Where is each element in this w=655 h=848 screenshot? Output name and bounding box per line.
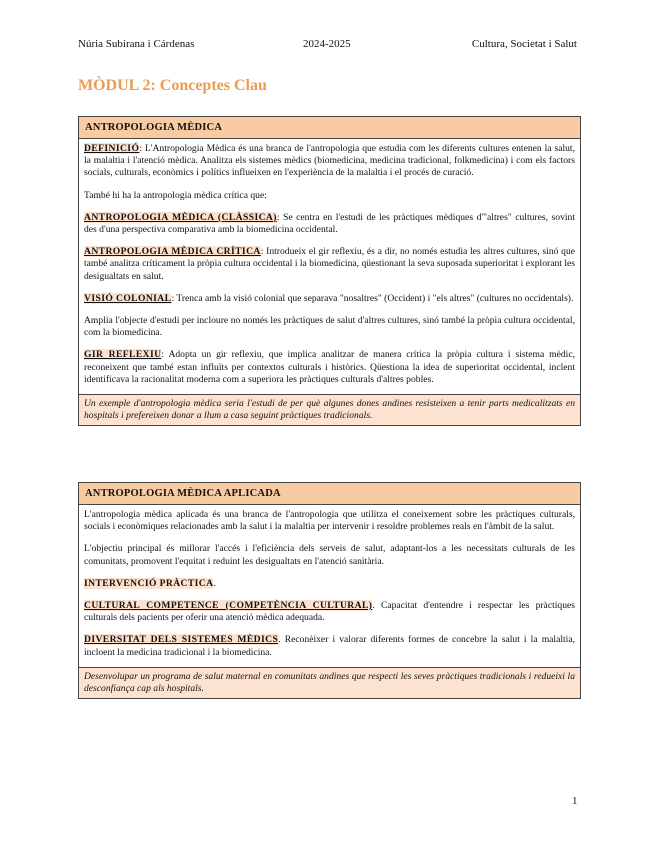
cultural-paragraph [84,600,575,624]
diversity-paragraph [84,634,575,658]
reflexive-term: GIR REFLEXIU [84,349,162,361]
section-heading: ANTROPOLOGIA MÈDICA [79,117,580,139]
definition-term: DEFINICIÓ [84,143,140,154]
header-year: 2024-2025 [303,38,351,50]
definition-text: : L'Antropologia Mèdica és una branca de l'antropologia que estudia com les diferents cultures entenen la salut, la malaltia i l'atenció mèdica. Analitza els sistemes mèdics (biomedicina, medicina tradicional, folkmedicina) i com els factors socials, culturals, econòmics i polítics influeixen en l'experiència de la malaltia i el procés de curació. [84,143,575,179]
critical-intro: També hi ha la antropologia mèdica crítica que: [84,189,267,201]
section-applied-medical-anthropology [78,482,581,699]
diversity-term: DIVERSITAT DELS SISTEMES MÈDICS [84,634,279,646]
cultural-text: . Capacitat d'entendre i respectar les pràctiques culturals dels pacients per oferir una atenció mèdica adequada. [84,600,575,624]
intervention-term: INTERVENCIÓ PRÀCTICA [84,577,214,589]
critical-paragraph [84,246,575,283]
example-note: Desenvolupar un programa de salut maternal en comunitats andines que respecti les seves pràctiques tradicionals i redueixi la desconfiança cap als hospitals. [79,667,580,698]
section-medical-anthropology [78,116,581,426]
cultural-term: CULTURAL COMPETENCE (COMPETÈNCIA CULTURAL) [84,600,373,612]
applied-paragraph-1: L'antropologia mèdica aplicada és una branca de l'antropologia que utilitza el coneixement sobre les pràctiques culturals, socials i econòmiques relacionades amb la salut i la malaltia per intervenir i resoldre problemes reals en l'àmbit de la salut. [84,509,575,533]
page-header [78,38,577,54]
critical-term: ANTROPOLOGIA MÈDICA CRÍTICA [84,246,261,258]
header-course: Cultura, Societat i Salut [471,38,577,50]
module-title: MÒDUL 2: Conceptes Clau [78,77,267,94]
header-author: Núria Subirana i Cárdenas [78,38,195,50]
broaden-paragraph: Amplia l'objecte d'estudi per incloure no només les pràctiques de salut d'altres cultures, sinó també la pròpia cultura occidental, com la biomedicina. [84,315,575,339]
page-number: 1 [572,795,578,807]
classic-term: ANTROPOLOGIA MÈDICA (CLÀSSICA) [84,211,277,223]
reflexive-text: : Adopta un gir reflexiu, que implica analitzar de manera crítica la pròpia cultura i sistema mèdic, reconeixent que també estan influïts per contextos culturals i històrics. Qüestiona la idea de superioritat occidental, inclent identificava la racionalitat moderna com a superiora les pràctiques culturals d'altres pobles. [84,349,575,385]
intervention-suffix: . [213,577,216,589]
example-note: Un exemple d'antropologia mèdica seria l'estudi de per què algunes dones andines resisteixen a tenir parts medicalitzats en hospitals i prefereixen donar a llum a casa seguint pràctiques tradicionals. [79,394,580,425]
applied-paragraph-2: L'objectiu principal és millorar l'accés i l'eficiència dels serveis de salut, adaptant-los a les necessitats culturals de les comunitats, promovent l'equitat i reduint les desigualtats en l'atenció sanitària. [84,543,575,567]
section-body [79,505,580,667]
reflexive-paragraph [84,349,575,386]
definition-paragraph [84,143,575,180]
section-body [79,139,580,394]
section-heading: ANTROPOLOGIA MÈDICA APLICADA [79,483,580,505]
critical-text: : Introdueix el gir reflexiu, és a dir, no només estudia les altres cultures, sinó que també analitza críticament la pròpia cultura occidental i la biomedicina, qüestionant la seva suposada superioritat i explorant les desigualtats en salut. [84,246,576,282]
classic-paragraph [84,212,575,236]
colonial-term: VISIÓ COLONIAL [84,292,172,304]
classic-text: : Se centra en l'estudi de les pràctiques mèdiques d'"altres" cultures, sovint des d'una perspectiva comparativa amb la biomedicina occidental. [84,211,575,236]
diversity-text: . Reconèixer i valorar diferents formes de concebre la salut i la malaltia, incloent la medicina tradicional i la biomedicina. [84,634,575,658]
colonial-text: : Trenca amb la visió colonial que separava "nosaltres" (Occident) i "els altres" (cultures no occidentals). [171,292,574,304]
intervention-paragraph [84,578,575,590]
colonial-paragraph [84,293,575,305]
